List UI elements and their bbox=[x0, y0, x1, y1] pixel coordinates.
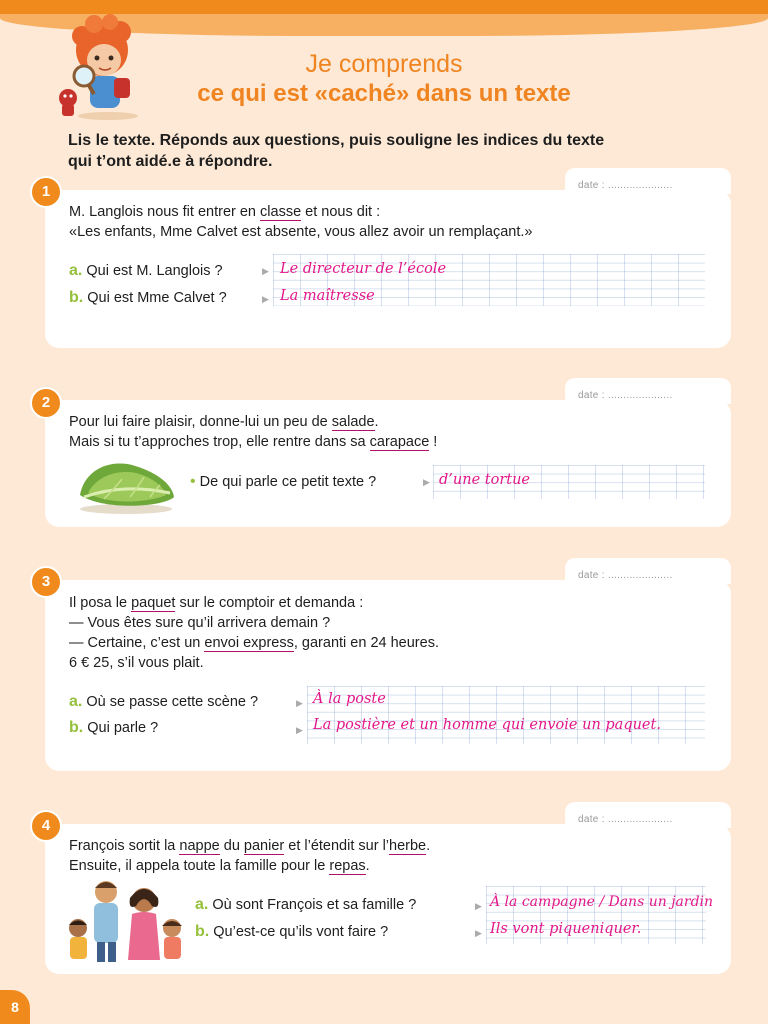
clue-underline: repas bbox=[329, 858, 366, 874]
exercise-number-2: 2 bbox=[30, 387, 62, 419]
answer-4b[interactable]: Ils vont piqueniquer. bbox=[490, 921, 642, 937]
text-line: M. Langlois nous fit entrer en classe et nous dit : bbox=[69, 204, 381, 220]
page-number: 8 bbox=[0, 990, 30, 1024]
question-3b: b. Qui parle ? bbox=[69, 719, 159, 736]
clue-underline: classe bbox=[260, 204, 302, 220]
clue-underline: nappe bbox=[179, 838, 220, 854]
question-1a: a. Qui est M. Langlois ? bbox=[69, 262, 223, 279]
text-line: Pour lui faire plaisir, donne-lui un peu de salade. bbox=[69, 414, 379, 430]
page-title-line1: Je comprends bbox=[305, 50, 463, 78]
question-4b: b. Qu’est-ce qu’ils vont faire ? bbox=[195, 923, 389, 940]
question-2: • De qui parle ce petit texte ? bbox=[190, 473, 377, 490]
clue-underline: carapace bbox=[369, 434, 430, 450]
answer-1a[interactable]: Le directeur de l’école bbox=[280, 261, 447, 277]
date-field-4[interactable]: date : ..................... bbox=[578, 814, 673, 825]
clue-underline: herbe bbox=[389, 838, 427, 854]
question-1b: b. Qui est Mme Calvet ? bbox=[69, 289, 227, 306]
date-field-1[interactable]: date : ..................... bbox=[578, 180, 673, 191]
clue-underline: panier bbox=[243, 838, 285, 854]
clue-underline: paquet bbox=[131, 595, 176, 611]
answer-4a[interactable]: À la campagne / Dans un jardin bbox=[490, 894, 714, 910]
answer-3b[interactable]: La postière et un homme qui envoie un paquet. bbox=[313, 717, 661, 733]
text-line: 6 € 25, s’il vous plait. bbox=[69, 655, 204, 671]
exercise-number-4: 4 bbox=[30, 810, 62, 842]
text-line: François sortit la nappe du panier et l’étendit sur l’herbe. bbox=[69, 838, 431, 854]
text-line: Il posa le paquet sur le comptoir et demanda : bbox=[69, 595, 364, 611]
family-illustration bbox=[64, 876, 188, 964]
text-line: — Certaine, c’est un envoi express, garanti en 24 heures. bbox=[69, 635, 439, 651]
arrow-icon: ▶ bbox=[296, 698, 303, 708]
exercise-text-1 bbox=[69, 202, 532, 242]
exercise-text-3 bbox=[69, 593, 439, 673]
instruction-line2: qui t’ont aidé.e à répondre. bbox=[68, 153, 273, 170]
exercise-text-4 bbox=[69, 836, 430, 876]
question-4a: a. Où sont François et sa famille ? bbox=[195, 896, 417, 913]
arrow-icon: ▶ bbox=[296, 725, 303, 735]
clue-underline: envoi express bbox=[204, 635, 294, 651]
page-title-line2: ce qui est «caché» dans un texte bbox=[197, 80, 571, 107]
instruction-line1: Lis le texte. Réponds aux questions, puis souligne les indices du texte bbox=[68, 132, 605, 149]
arrow-icon: ▶ bbox=[475, 901, 482, 911]
text-line: Ensuite, il appela toute la famille pour le repas. bbox=[69, 858, 370, 874]
date-field-2[interactable]: date : ..................... bbox=[578, 390, 673, 401]
answer-1b[interactable]: La maîtresse bbox=[280, 288, 375, 304]
text-line: — Vous êtes sure qu’il arrivera demain ? bbox=[69, 615, 331, 631]
exercise-number-1: 1 bbox=[30, 176, 62, 208]
clue-underline: salade bbox=[331, 414, 375, 430]
exercise-number-3: 3 bbox=[30, 566, 62, 598]
date-field-3[interactable]: date : ..................... bbox=[578, 570, 673, 581]
text-line: «Les enfants, Mme Calvet est absente, vous allez avoir un remplaçant.» bbox=[69, 224, 533, 240]
arrow-icon: ▶ bbox=[475, 928, 482, 938]
lettuce-illustration bbox=[74, 453, 178, 517]
arrow-icon: ▶ bbox=[262, 294, 269, 304]
top-band bbox=[0, 0, 768, 14]
text-line: Mais si tu t’approches trop, elle rentre dans sa carapace ! bbox=[69, 434, 438, 450]
answer-3a[interactable]: À la poste bbox=[313, 691, 386, 707]
question-3a: a. Où se passe cette scène ? bbox=[69, 693, 259, 710]
exercise-text-2 bbox=[69, 412, 437, 452]
arrow-icon: ▶ bbox=[262, 266, 269, 276]
arrow-icon: ▶ bbox=[423, 477, 430, 487]
answer-2[interactable]: d’une tortue bbox=[439, 472, 530, 488]
instruction bbox=[68, 130, 728, 172]
